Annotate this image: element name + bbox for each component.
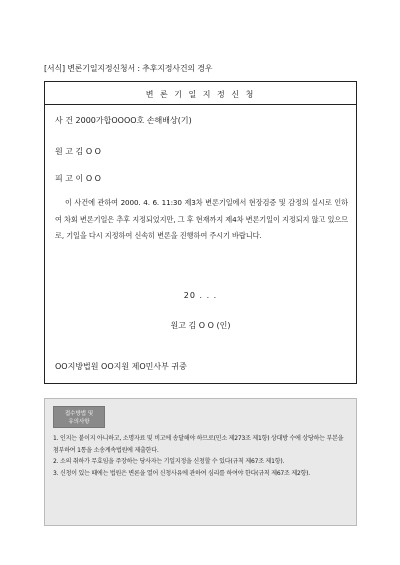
notes-box bbox=[44, 398, 357, 526]
title-divider bbox=[45, 104, 356, 105]
notes-label bbox=[53, 406, 105, 428]
page-heading: [서식] 변론기일지정신청서 : 추후지정사건의 경우 bbox=[44, 64, 213, 73]
defendant-line: 피 고 이 O O bbox=[55, 174, 101, 183]
date-line: 20 . . . bbox=[183, 291, 218, 300]
request-body: 이 사건에 관하여 2000. 4. 6. 11:30 제3차 변론기일에서 현장검증 및 감정의 실시로 인하여 차회 변론기일은 추후 지정되었지만, 그 후 현재까지 제4차 변론기일이 지정되지 않고 있으므로, 기일을 다시 지정하여 신속히 변론을 진행하여 주시기 바랍니다. bbox=[55, 198, 348, 240]
note-item: 2. 소의 취하가 무효임을 주장하는 당사자는 기일지정을 신청할 수 있다(규칙 제67조 제1항). bbox=[53, 458, 285, 465]
plaintiff-line: 원 고 김 O O bbox=[55, 147, 101, 156]
note-item: 1. 인지는 붙이지 아니하고, 소명자료 및 비고에 송달해야 하므로(민소 제273조 제1항) 상대방 수에 상당하는 부본을 첨부하여 1통을 소송계속법원에 제출한다. bbox=[53, 435, 344, 454]
form-title: 변 론 기 일 지 정 신 청 bbox=[145, 90, 256, 99]
notes-label-line1: 접수방법 및 bbox=[64, 411, 94, 417]
notes-list bbox=[53, 433, 350, 479]
case-line: 사 건 2000가합OOOO호 손해배상(기) bbox=[55, 116, 192, 125]
signature-line: 원고 김 O O (인) bbox=[170, 321, 231, 330]
notes-label-line2: 유의사항 bbox=[68, 419, 90, 425]
court-addressee: OO지방법원 OO지원 제O민사부 귀중 bbox=[55, 362, 187, 371]
note-item: 3. 신청이 있는 때에는 법원은 변론을 열어 신청사유에 관하여 심리를 하여야 한다(규칙 제67조 제2항). bbox=[53, 469, 311, 477]
application-form bbox=[44, 81, 357, 384]
